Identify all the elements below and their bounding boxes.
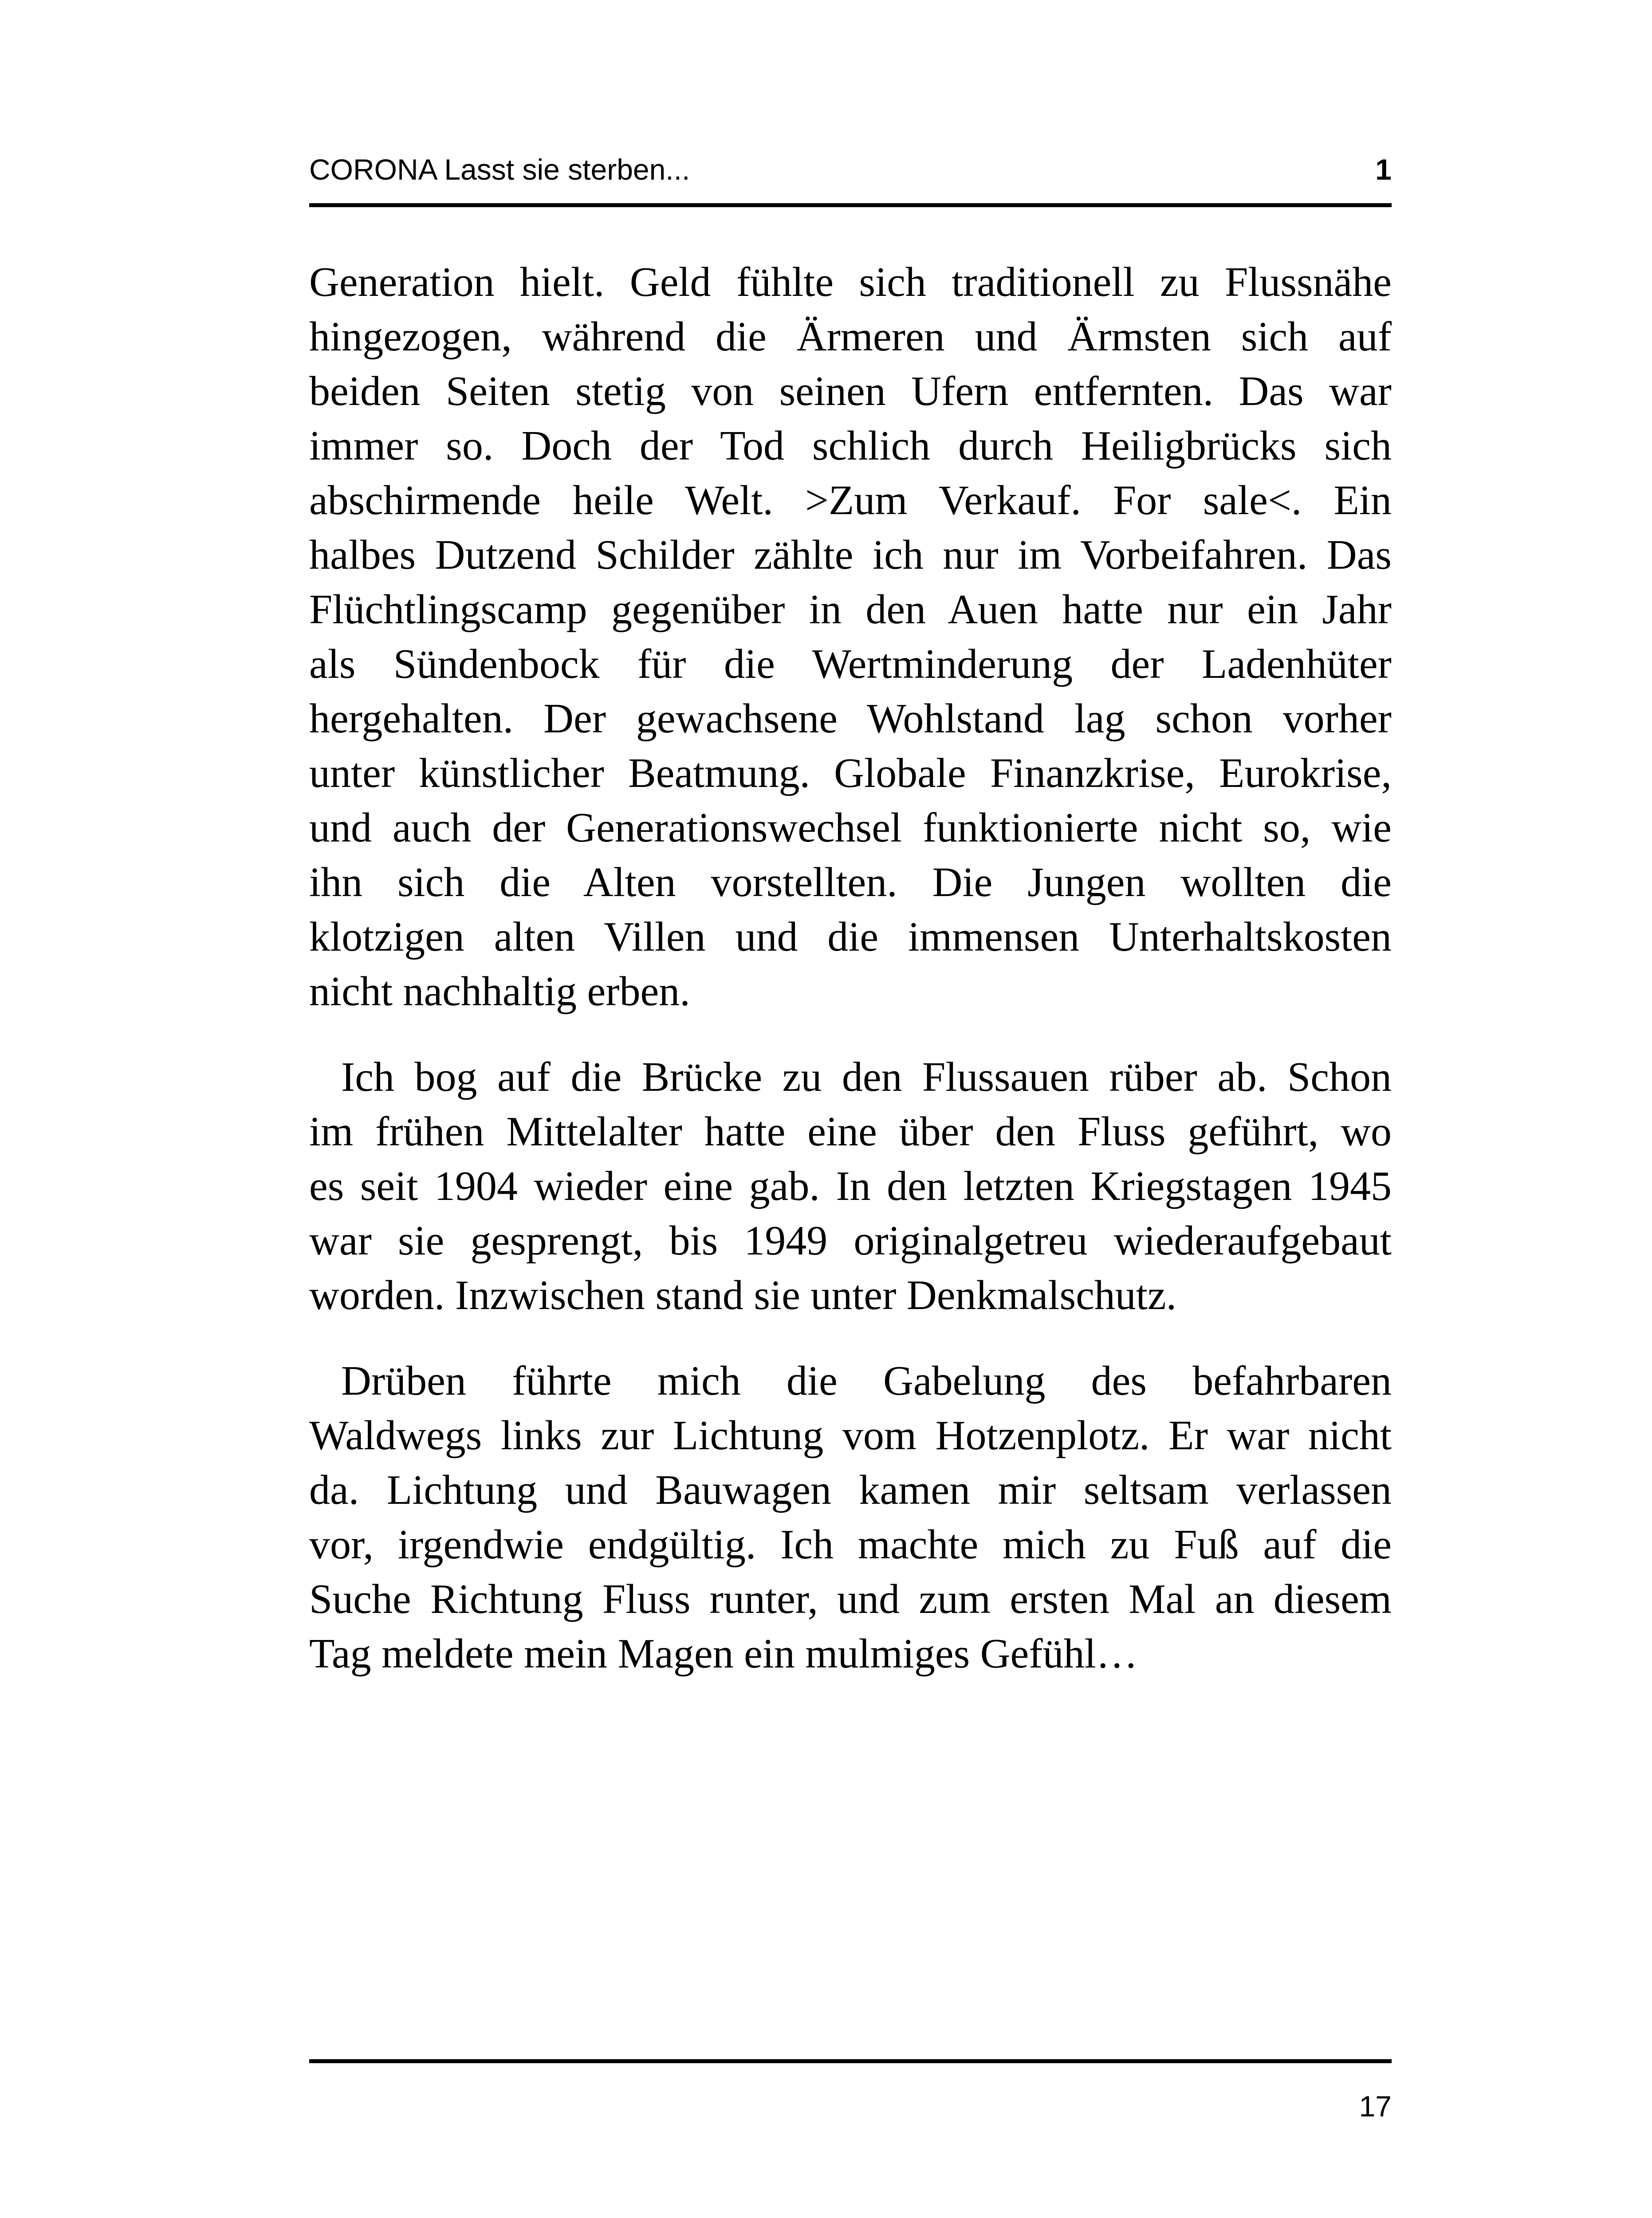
- text-line: ihn sich die Alten vorstellten. Die Jungen wollten die: [309, 859, 1392, 905]
- text-line: vor, irgendwie endgültig. Ich machte mich zu Fuß auf die: [309, 1522, 1392, 1568]
- text-line: Waldwegs links zur Lichtung vom Hotzenplotz. Er war nicht: [309, 1412, 1392, 1459]
- paragraph: [309, 255, 1392, 1019]
- text-line: war sie gesprengt, bis 1949 originalgetreu wiederaufgebaut: [309, 1218, 1392, 1264]
- text-line: im frühen Mittelalter hatte eine über den Fluss geführt, wo: [309, 1109, 1392, 1155]
- text-line: Generation hielt. Geld fühlte sich traditionell zu Flussnähe: [309, 259, 1392, 305]
- paragraph: [309, 1354, 1392, 1681]
- header-rule: [309, 203, 1392, 207]
- text-line: beiden Seiten stetig von seinen Ufern entfernten. Das war: [309, 368, 1392, 414]
- text-line: nicht nachhaltig erben.: [309, 968, 690, 1015]
- text-line: Suche Richtung Fluss runter, und zum ersten Mal an diesem: [309, 1576, 1392, 1622]
- text-line: worden. Inzwischen stand sie unter Denkmalschutz.: [309, 1272, 1177, 1318]
- running-header: [309, 146, 1392, 186]
- text-line: abschirmende heile Welt. >Zum Verkauf. For sale<. Ein: [309, 477, 1392, 523]
- text-line: und auch der Generationswechsel funktionierte nicht so, wie: [309, 805, 1392, 851]
- page-number: 17: [1359, 2090, 1392, 2123]
- text-line: klotzigen alten Villen und die immensen Unterhaltskosten: [309, 914, 1392, 960]
- text-line: als Sündenbock für die Wertminderung der Ladenhüter: [309, 641, 1392, 687]
- text-line: immer so. Doch der Tod schlich durch Heiligbrücks sich: [309, 423, 1392, 469]
- text-line: Tag meldete mein Magen ein mulmiges Gefühl…: [309, 1631, 1138, 1677]
- text-line: es seit 1904 wieder eine gab. In den letzten Kriegstagen 1945: [309, 1163, 1392, 1209]
- text-line: Drüben führte mich die Gabelung des befahrbaren: [341, 1358, 1392, 1404]
- text-line: da. Lichtung und Bauwagen kamen mir seltsam verlassen: [309, 1467, 1392, 1513]
- footer-rule: [309, 2059, 1392, 2063]
- text-line: halbes Dutzend Schilder zählte ich nur im Vorbeifahren. Das: [309, 532, 1392, 578]
- text-line: Ich bog auf die Brücke zu den Flussauen rüber ab. Schon: [341, 1054, 1392, 1100]
- text-line: Flüchtlingscamp gegenüber in den Auen hatte nur ein Jahr: [309, 586, 1392, 633]
- book-title: CORONA Lasst sie sterben...: [309, 153, 690, 186]
- paragraph: [309, 1050, 1392, 1323]
- chapter-number: 1: [1375, 153, 1392, 186]
- text-line: hingezogen, während die Ärmeren und Ärmsten sich auf: [309, 314, 1392, 360]
- text-line: hergehalten. Der gewachsene Wohlstand lag schon vorher: [309, 696, 1392, 742]
- body-text: [309, 255, 1392, 1681]
- text-line: unter künstlicher Beatmung. Globale Finanzkrise, Eurokrise,: [309, 750, 1392, 796]
